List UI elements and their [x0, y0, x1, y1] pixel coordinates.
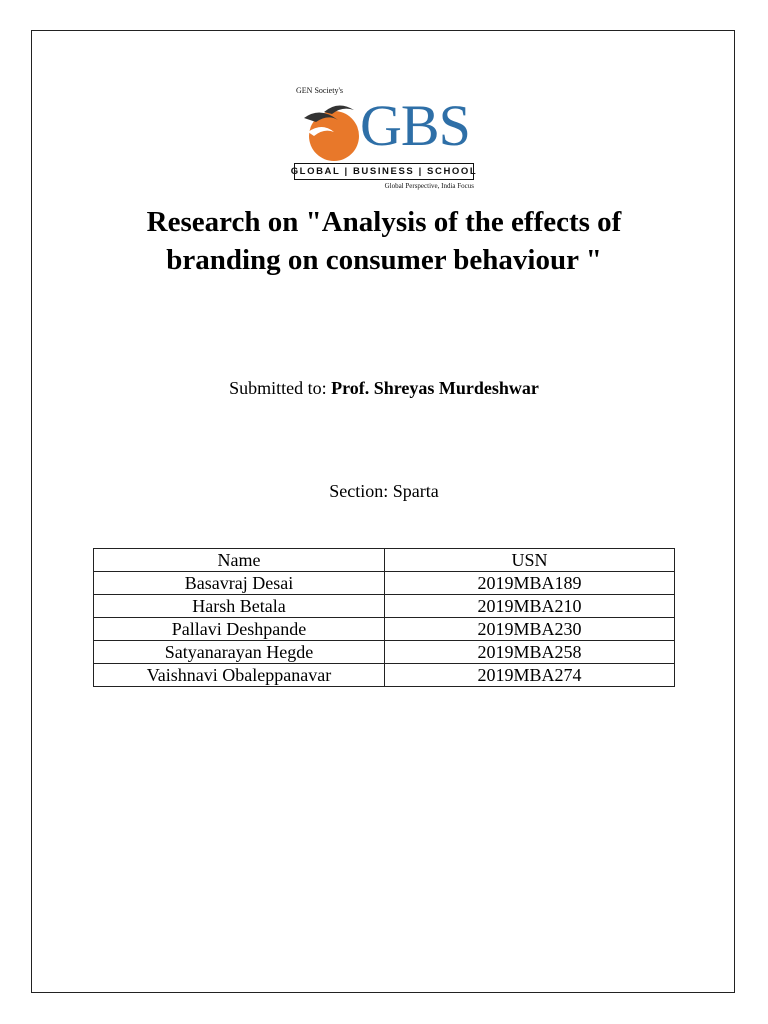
member-name: Harsh Betala: [94, 595, 385, 618]
member-name: Vaishnavi Obaleppanavar: [94, 664, 385, 687]
member-usn: 2019MBA274: [385, 664, 675, 687]
column-header-usn: USN: [385, 549, 675, 572]
logo-school-text: GLOBAL | BUSINESS | SCHOOL: [290, 166, 478, 177]
logo-tagline: Global Perspective, India Focus: [384, 182, 474, 190]
member-usn: 2019MBA258: [385, 641, 675, 664]
member-usn: 2019MBA230: [385, 618, 675, 641]
table-row: [94, 572, 675, 595]
member-usn: 2019MBA189: [385, 572, 675, 595]
document-title: [60, 203, 708, 279]
member-name: Pallavi Deshpande: [94, 618, 385, 641]
logo-society-text: GEN Society's: [296, 86, 343, 95]
gbs-logo: [290, 86, 478, 194]
member-name: Basavraj Desai: [94, 572, 385, 595]
section-text: Section: Sparta: [329, 481, 439, 501]
submitted-label: Submitted to:: [229, 378, 332, 398]
table-row: [94, 641, 675, 664]
submitted-name: Prof. Shreyas Murdeshwar: [331, 378, 539, 398]
title-line-2: branding on consumer behaviour ": [166, 244, 602, 276]
table-row: [94, 664, 675, 687]
logo-school-banner: [290, 163, 478, 180]
table-row: [94, 618, 675, 641]
table-row: [94, 595, 675, 618]
member-usn: 2019MBA210: [385, 595, 675, 618]
logo-wordmark: GBS: [360, 93, 470, 158]
member-name: Satyanarayan Hegde: [94, 641, 385, 664]
submitted-to: [60, 378, 708, 399]
column-header-name: Name: [94, 549, 385, 572]
table-header-row: [94, 549, 675, 572]
title-line-1: Research on "Analysis of the effects of: [146, 206, 622, 238]
members-table: [93, 548, 675, 687]
logo-orange-emblem-icon: [298, 92, 368, 172]
